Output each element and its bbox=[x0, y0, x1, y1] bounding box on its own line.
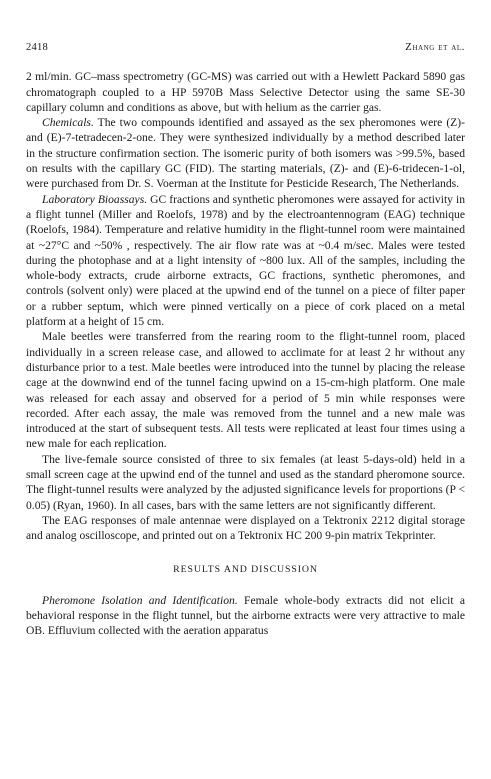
paragraph-gcms: 2 ml/min. GC–mass spectrometry (GC-MS) was carried out with a Hewlett Packard 5890 gas chromatograph coupled to a HP 5970B Mass Selective Detector using the same SE-30 capillary column and conditions as above, but with helium as the carrier gas. bbox=[26, 70, 465, 114]
paragraph-lead: Chemicals. bbox=[42, 116, 94, 130]
paragraph-lead: Pheromone Isolation and Identification. bbox=[42, 593, 238, 607]
paragraph-male-beetles: Male beetles were transferred from the rearing room to the flight-tunnel room, placed individually in a screen release case, and allowed to acclimate for at least 2 hr without any disturbance prior to a test. Male beetles were introduced into the tunnel by placing the release cage at the downwind end of the tunnel facing upwind on a 15-cm-high platform. One male was released for each assay and observed for a period of 5 min while responses were recorded. After each assay, the male was removed from the tunnel and a new male was introduced at the start of subsequent tests. All tests were replicated at least four times using a new male for each replication. bbox=[26, 330, 465, 451]
paragraph-laboratory-bioassays: Laboratory Bioassays. GC fractions and synthetic pheromones were assayed for activity in a flight tunnel (Miller and Roelofs, 1978) and by the electroantennogram (EAG) technique (Roelofs, 1984). Temperature and relative humidity in the flight-tunnel room were maintained at ~27°C and ~50% , respectively. The air flow rate was at ~0.4 m/sec. Males were tested during the photophase and at a light intensity of ~800 lux. All of the samples, including the whole-body extracts, crude airborne extracts, GC fractions, synthetic pheromones, and controls (solvent only) were placed at the upwind end of the tunnel on a piece of filter paper or a rubber septum, which were pinned vertically on a piece of cork placed on a metal platform at a height of 15 cm. bbox=[26, 192, 465, 329]
paragraph-chemicals: Chemicals. The two compounds identified and assayed as the sex pheromones were (Z)- and (E)-7-tetradecen-2-one. They were synthesized individually by a method described later in the structure confirmation section. The isomeric purity of both isomers was >99.5%, based on results with the capillary GC (FID). The starting materials, (Z)- and (E)-6-tridecen-1-ol, were purchased from Dr. S. Voerman at the Institute for Pesticide Research, The Netherlands. bbox=[26, 116, 465, 191]
page-header bbox=[26, 40, 465, 55]
paragraph-eag: The EAG responses of male antennae were displayed on a Tektronix 2212 digital storage and analog oscilloscope, and printed out on a Tektronix HC 200 9-pin matrix Tekprinter. bbox=[26, 513, 465, 543]
page-number: 2418 bbox=[26, 42, 48, 53]
running-author: Zhang et al. bbox=[405, 42, 465, 53]
section-heading: RESULTS AND DISCUSSION bbox=[173, 563, 318, 575]
paragraph-pheromone-isolation: Pheromone Isolation and Identification. Female whole-body extracts did not elicit a behavioral response in the flight tunnel, but the airborne extracts were very attractive to male OB. Effluvium collected with the aeration apparatus bbox=[26, 593, 466, 638]
paragraph-lead: Laboratory Bioassays. bbox=[42, 192, 148, 206]
paragraph-live-female: The live-female source consisted of three to six females (at least 5-days-old) held in a small screen cage at the upwind end of the tunnel and used as the standard pheromone source. The flight-tunnel results were analyzed by the adjusted significance levels for proportions (P < 0.05) (Ryan, 1960). In all cases, bars with the same letters are not significantly different. bbox=[26, 452, 465, 512]
